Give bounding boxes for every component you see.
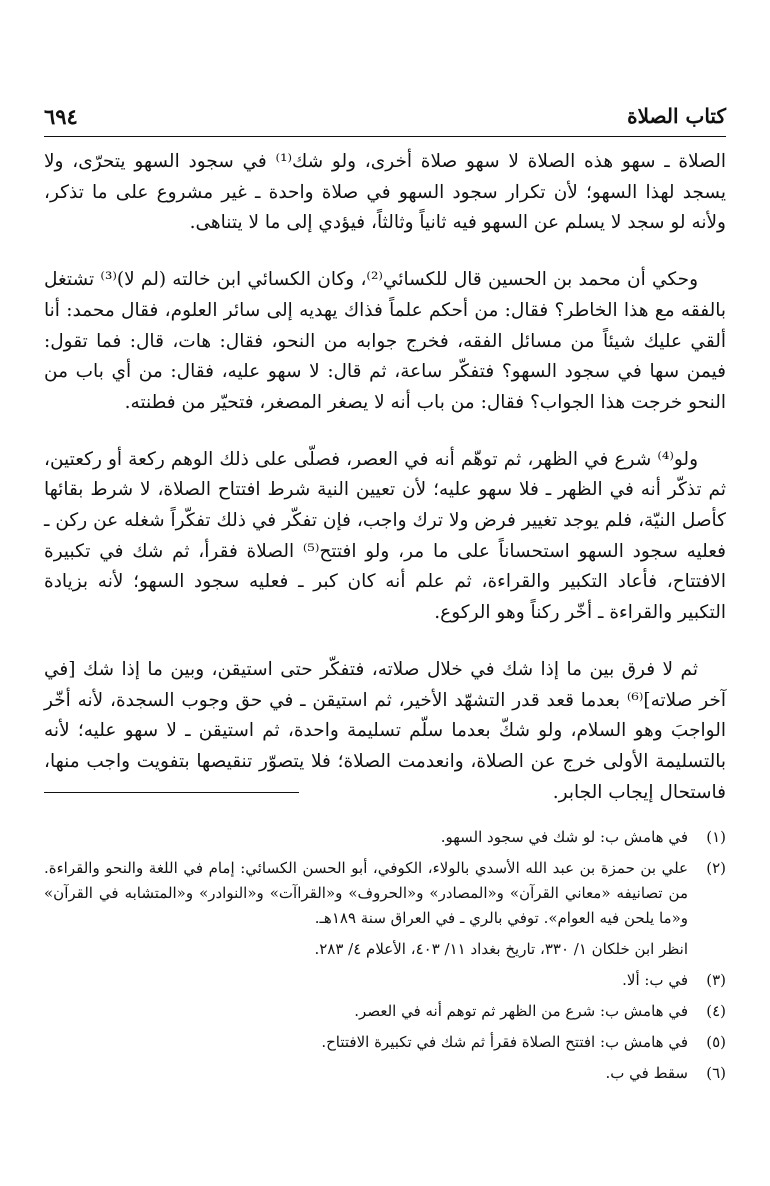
footnote-number: (٥) — [706, 1033, 726, 1051]
footnotes — [44, 825, 726, 1092]
page-header — [44, 104, 726, 134]
footnote — [44, 968, 726, 993]
paragraph: ولو⁽⁴⁾ شرع في الظهر، ثم توهّم أنه في العصر، فصلّى على ذلك الوهم ركعة أو ركعتين، ثم تذكّر أنه في الظهر ـ فلا سهو عليه؛ لأن تعيين النية شرط افتتاح الصلاة، لا شرط بقائها كأصل النيّة، فلم يوجد تغيير فرض ولا ترك واجب، فإن تفكّر في ذلك تفكّراً شغله عن ركن ـ فعليه سجود السهو استحساناً على ما مر، ولو افتتح⁽⁵⁾ الصلاة فقرأ، ثم شك في تكبيرة الافتتاح، فأعاد التكبير والقراءة، ثم علم أنه كان كبر ـ فعليه سجود السهو؛ لأنه بزيادة التكبير والقراءة ـ أخّر ركناً وهو الركوع. — [44, 448, 726, 624]
footnote-number: (٤) — [706, 1002, 726, 1020]
footnote-text: سقط في ب. — [605, 1064, 688, 1082]
footnote — [44, 856, 726, 931]
paragraph: ثم لا فرق بين ما إذا شك في خلال صلاته، فتفكّر حتى استيقن، وبين ما إذا شك [في آخر صلاته]⁽⁶⁾ بعدما قعد قدر التشهّد الأخير، ثم استيقن ـ في حق وجوب السجدة، لأنه أخّر الواجبَ وهو السلام، ولو شكّ بعدما سلّم تسليمة واحدة، ثم استيقن ـ لا سهو عليه؛ لأنه بالتسليمة الأولى خرج عن الصلاة، وانعدمت الصلاة؛ فلا يتصوّر تنقيصها بتفويت واجب منها، فاستحال إيجاب الجابر. — [44, 658, 726, 803]
footnote — [44, 1061, 726, 1086]
footnote — [44, 1030, 726, 1055]
footnote-number: (٢) — [706, 859, 726, 877]
footnote-text: في هامش ب: افتتح الصلاة فقرأ ثم شك في تكبيرة الافتتاح. — [321, 1033, 688, 1051]
paragraph: الصلاة ـ سهو هذه الصلاة لا سهو صلاة أخرى، ولو شك⁽¹⁾ في سجود السهو يتحرّى، ولا يسجد لهذا السهو؛ لأن تكرار سجود السهو في صلاة واحدة ـ غير مشروع على ما تذكر، ولأنه لو سجد لا يسلم عن السهو فيه ثانياً وثالثاً، فيؤدي إلى ما لا يتناهى. — [44, 151, 726, 234]
footnote-source: انظر ابن خلكان ١/ ٣٣٠، تاريخ بغداد ١١/ ٤٠٣، الأعلام ٤/ ٢٨٣. — [314, 940, 688, 958]
footnote-rule — [44, 792, 299, 793]
footnote — [44, 999, 726, 1024]
footnote-text: في هامش ب: لو شك في سجود السهو. — [440, 828, 688, 846]
footnote-number: (١) — [706, 828, 726, 846]
footnote-number: (٣) — [706, 971, 726, 989]
main-text — [44, 147, 726, 834]
footnote-text: علي بن حمزة بن عبد الله الأسدي بالولاء، الكوفي، أبو الحسن الكسائي: إمام في اللغة والنحو والقراءة. من تصانيفه «معاني القرآن» و«المصادر» و«الحروف» و«القراآت» و«النوادر» و«المتشابه في القرآن» و«ما يلحن فيه العوام». توفي بالري ـ في العراق سنة ١٨٩هـ. — [44, 859, 688, 927]
footnote-text: في هامش ب: شرع من الظهر ثم توهم أنه في العصر. — [354, 1002, 688, 1020]
footnote-text: في ب: ألا. — [622, 971, 688, 989]
header-rule — [44, 136, 726, 137]
running-title: كتاب الصلاة — [627, 104, 726, 128]
footnote — [44, 825, 726, 850]
footnote-number: (٦) — [706, 1064, 726, 1082]
page-number: ٦٩٤ — [44, 104, 78, 129]
paragraph: وحكي أن محمد بن الحسين قال للكسائي⁽²⁾، وكان الكسائي ابن خالته (لم لا)⁽³⁾ تشتغل بالفقه مع هذا الخاطر؟ فقال: من أحكم علماً فذاك يهديه إلى سائر العلوم، فقال محمد: أنا ألقي عليك شيئاً من مسائل الفقه، فخرج جوابه من النحو، فقال: هات، قال: فما تقول: فيمن سها في سجود السهو؟ فتفكّر ساعة، ثم قال: لا سهو عليه، فقال: من أي باب من النحو خرجت هذا الجواب؟ فقال: من باب أنه لا يصغر المصغر، فتحيّر من فطنته. — [44, 269, 726, 413]
